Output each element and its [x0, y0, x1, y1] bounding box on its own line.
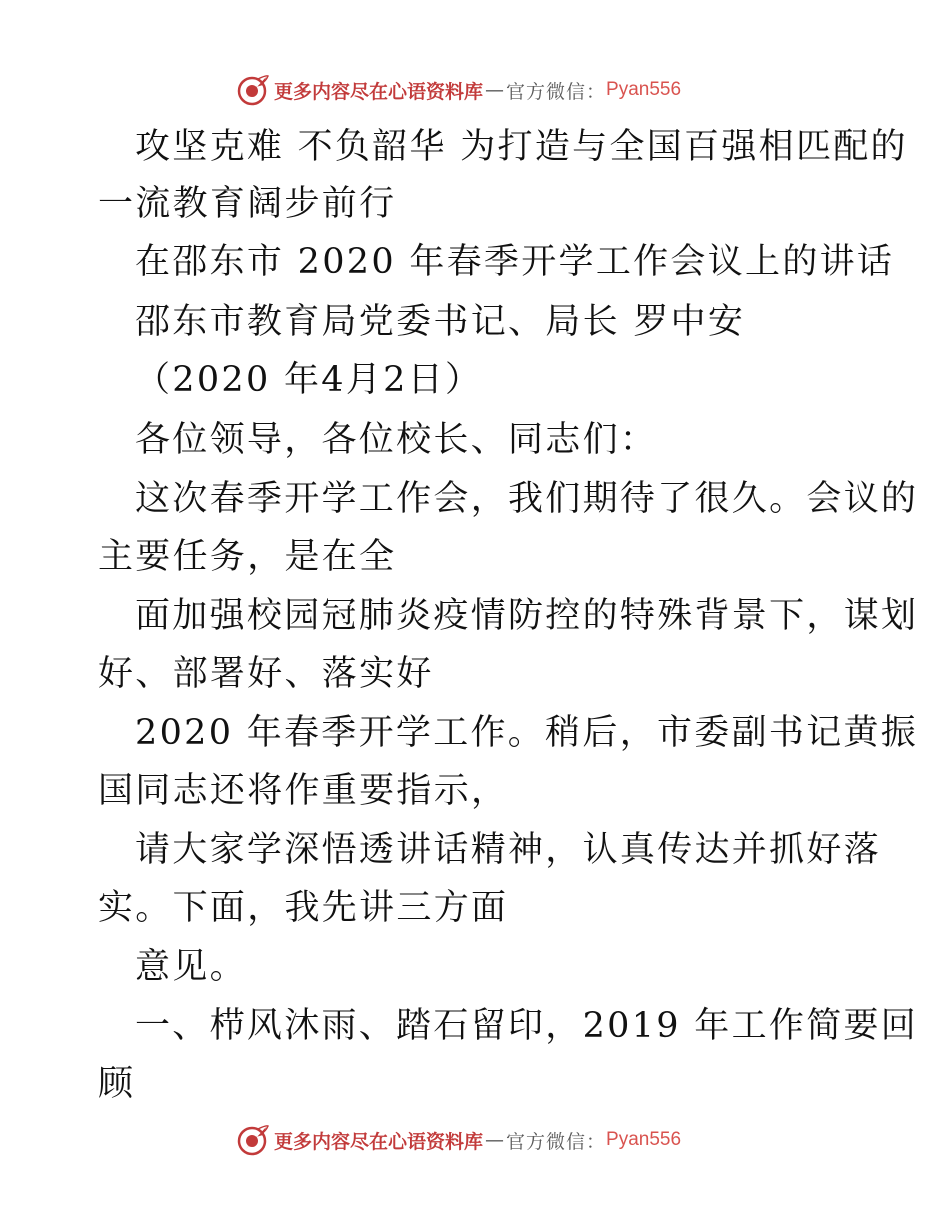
paragraph-line: 这次春季开学工作会，我们期待了很久。会议的: [135, 479, 919, 519]
subtitle: 在邵东市 2020 年春季开学工作会议上的讲话: [135, 242, 895, 282]
section-heading-line-1: 一、栉风沐雨、踏石留印，2019 年工作简要回: [135, 1006, 919, 1046]
paragraph-line: 2020 年春季开学工作。稍后，市委副书记黄振: [135, 713, 919, 753]
quill-logo-icon: [236, 1123, 270, 1157]
watermark-wechat-label: 官方微信：: [506, 1130, 607, 1153]
paragraph-line: 国同志还将作重要指示，: [98, 771, 509, 811]
watermark-separator: —: [485, 1129, 505, 1151]
watermark-wechat-id: Pyan556: [606, 1129, 682, 1150]
header-watermark: [236, 72, 681, 108]
title-line-1: 攻坚克难 不负韶华 为打造与全国百强相匹配的: [135, 127, 908, 167]
footer-watermark: [236, 1122, 681, 1158]
paragraph-line: 意见。: [135, 947, 247, 987]
speaker-line: 邵东市教育局党委书记、局长 罗中安: [135, 302, 746, 342]
paragraph-line: 实。下面，我先讲三方面: [98, 888, 509, 928]
watermark-wechat-label: 官方微信：: [506, 80, 607, 103]
paragraph-line: 主要任务，是在全: [98, 537, 397, 577]
watermark-brand: 更多内容尽在心语资料库: [274, 80, 484, 103]
section-heading-line-2: 顾: [98, 1064, 136, 1104]
salutation: 各位领导，各位校长、同志们：: [135, 420, 658, 460]
paragraph-line: 面加强校园冠肺炎疫情防控的特殊背景下，谋划: [135, 596, 919, 636]
paragraph-line: 请大家学深悟透讲话精神，认真传达并抓好落: [135, 830, 882, 870]
watermark-brand: 更多内容尽在心语资料库: [274, 1130, 484, 1153]
watermark-separator: —: [485, 79, 505, 101]
watermark-wechat-id: Pyan556: [606, 79, 682, 100]
date-line: （2020 年4月2日）: [135, 360, 483, 400]
quill-logo-icon: [236, 73, 270, 107]
title-line-2: 一流教育阔步前行: [98, 184, 397, 224]
paragraph-line: 好、部署好、落实好: [98, 654, 434, 694]
